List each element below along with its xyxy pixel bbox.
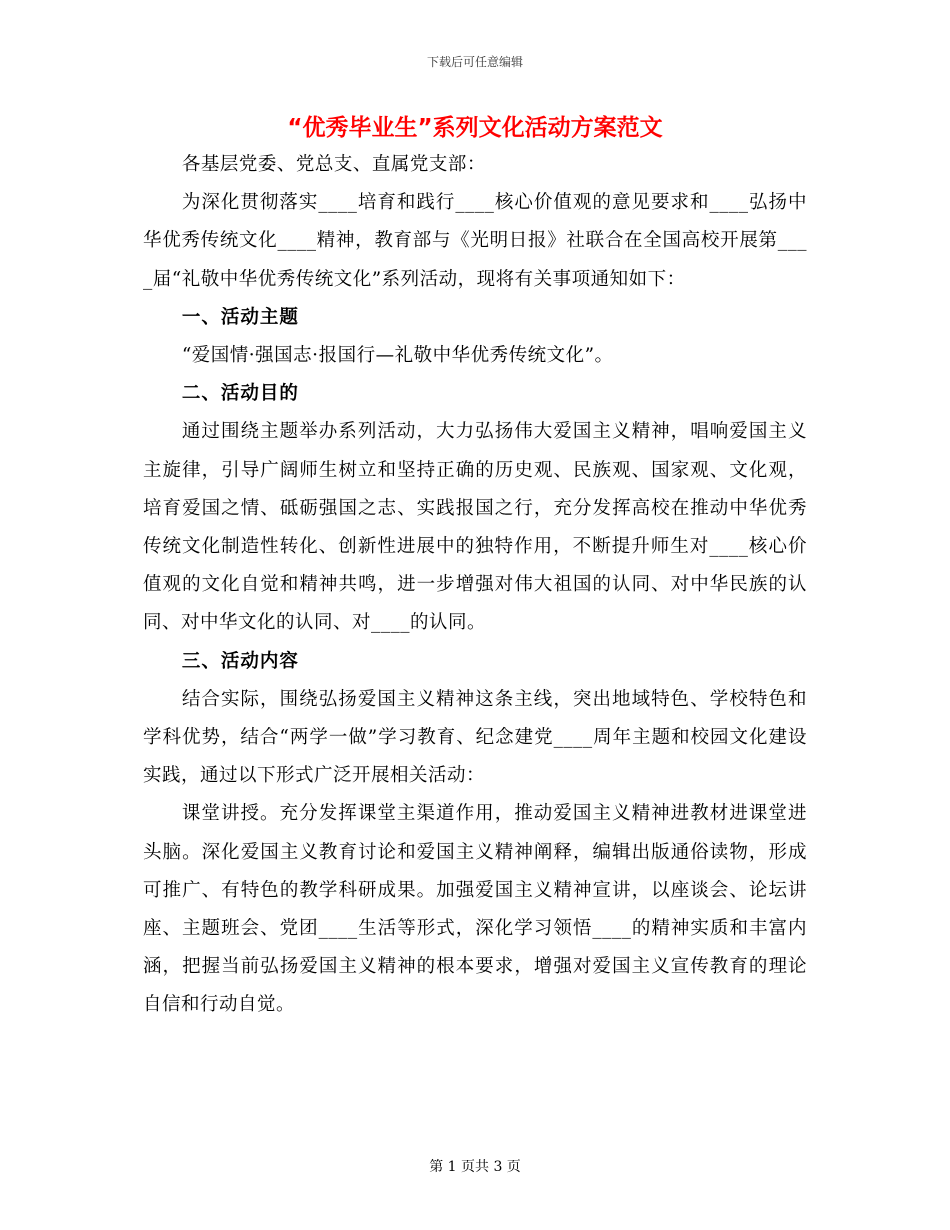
section-heading-content: 三、活动内容 (181, 650, 299, 672)
section-heading-purpose: 二、活动目的 (181, 383, 299, 405)
section-body-purpose: 通过围绕主题举办系列活动，大力弘扬伟大爱国主义精神，唱响爱国主义主旋律，引导广阔师生树立和坚持正确的历史观、民族观、国家观、文化观，培育爱国之情、砥砺强国之志、实践报国之行，充分发挥高校在推动中华优秀传统文化制造性转化、创新性进展中的独特作用，不断提升师生对____核心价值观的文化自觉和精神共鸣，进一步增强对伟大祖国的认同、对中华民族的认同、对中华文化的认同、对____的认同。 (143, 421, 807, 634)
page-footer: 第 1 页共 3 页 (429, 1159, 521, 1175)
intro-paragraph: 为深化贯彻落实____培育和践行____核心价值观的意见要求和____弘扬中华优秀传统文化____精神，教育部与《光明日报》社联合在全国高校开展第____届“礼敬中华优秀传统文化”系列活动，现将有关事项通知如下： (143, 192, 807, 290)
section-body-theme: “爱国情·强国志·报国行—礼敬中华优秀传统文化”。 (181, 345, 614, 367)
page-header: 下载后可任意编辑 (426, 55, 523, 69)
section-body-content-2: 课堂讲授。充分发挥课堂主渠道作用，推动爱国主义精神进教材进课堂进头脑。深化爱国主义教育讨论和爱国主义精神阐释，编辑出版通俗读物，形成可推广、有特色的教学科研成果。加强爱国主义精神宣讲，以座谈会、论坛讲座、主题班会、党团____生活等形式，深化学习领悟____的精神实质和丰富内涵，把握当前弘扬爱国主义精神的根本要求，增强对爱国主义宣传教育的理论自信和行动自觉。 (143, 803, 807, 1016)
section-body-content-1: 结合实际，围绕弘扬爱国主义精神这条主线，突出地域特色、学校特色和学科优势，结合“两学一做”学习教育、纪念建党____周年主题和校园文化建设实践，通过以下形式广泛开展相关活动： (143, 688, 807, 787)
salutation: 各基层党委、党总支、直属党支部： (181, 154, 486, 175)
section-heading-theme: 一、活动主题 (181, 306, 299, 328)
document-body (143, 146, 807, 1025)
document-title: “优秀毕业生”系列文化活动方案范文 (287, 115, 663, 141)
